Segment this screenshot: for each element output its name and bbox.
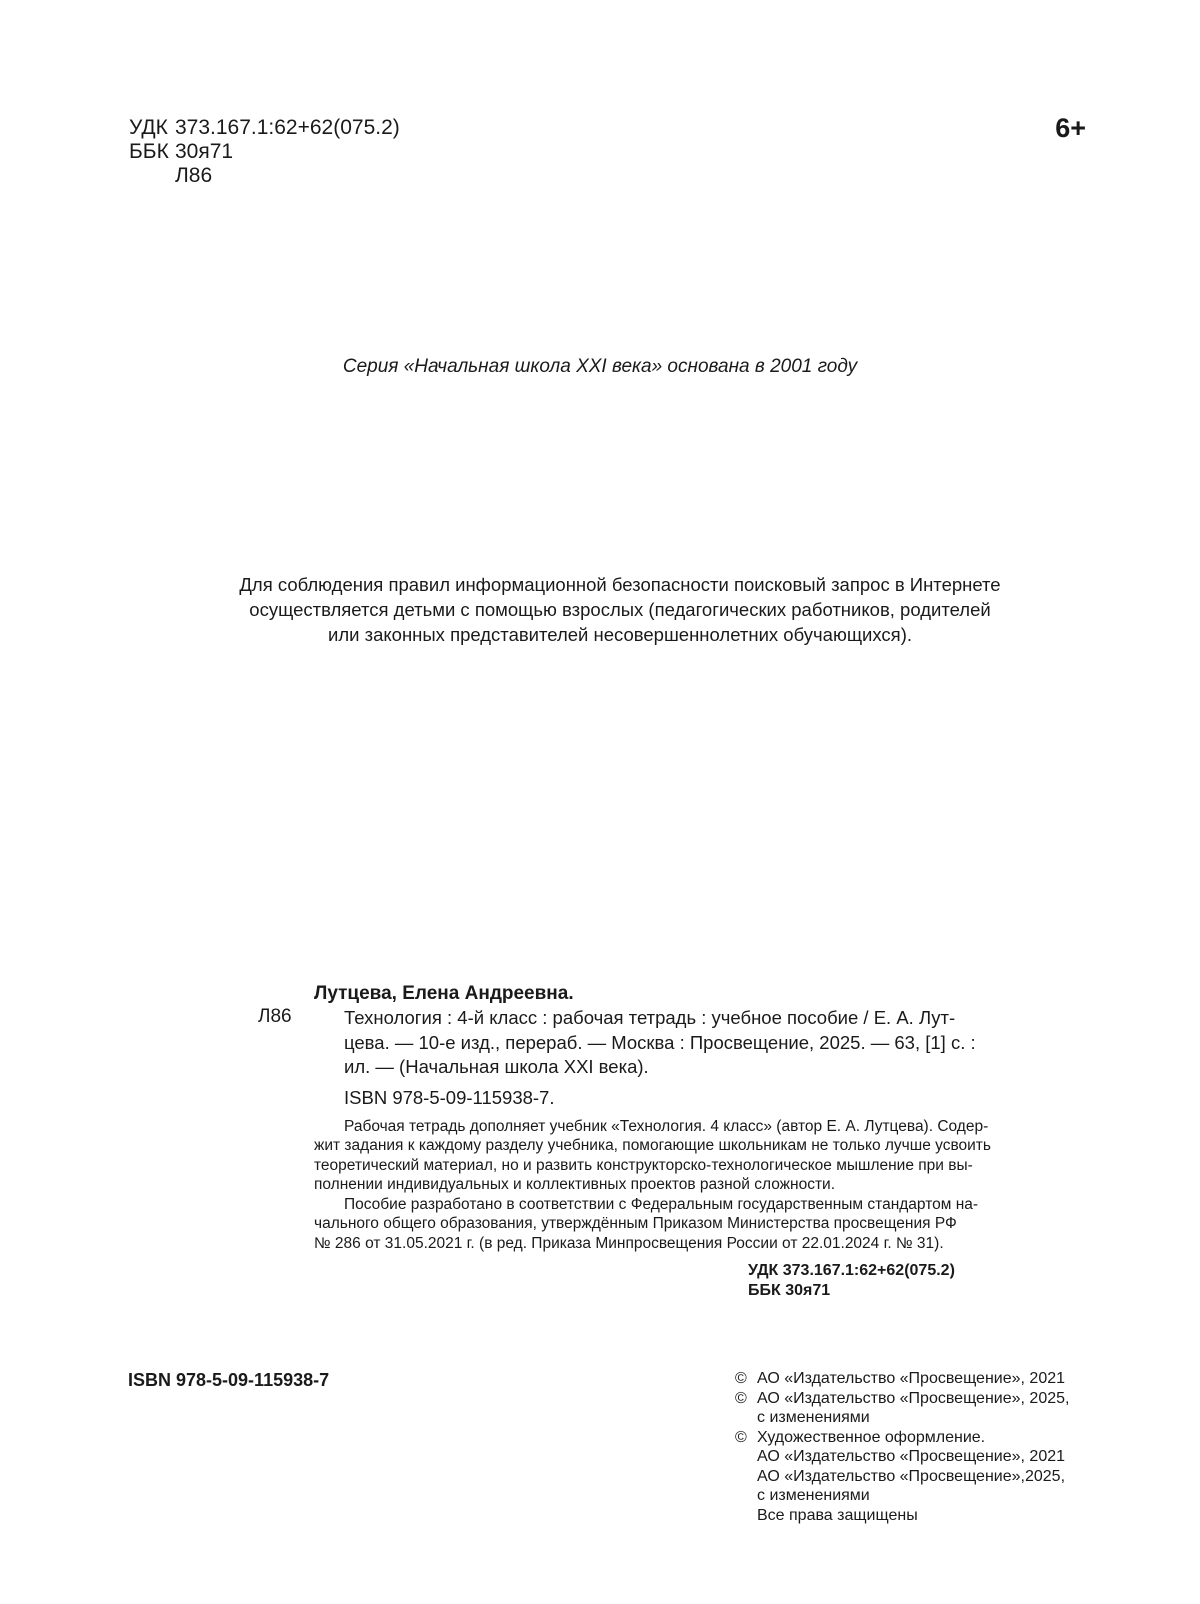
copyright-icon: © xyxy=(735,1389,747,1407)
card-udk: УДК 373.167.1:62+62(075.2) xyxy=(748,1262,955,1279)
copyright-item xyxy=(735,1428,1069,1448)
safety-notice-line: Для соблюдения правил информационной безопасности поисковый запрос в Интернете xyxy=(239,574,1001,595)
description-line: цева. — 10-е изд., перераб. — Москва : Просвещение, 2025. — 63, [1] с. : xyxy=(344,1031,976,1053)
annotation-line: Пособие разработано в соответствии с Федеральным государственным стандартом на- xyxy=(344,1195,979,1213)
classification-codes xyxy=(129,116,400,188)
bbk-value: 30я71 xyxy=(175,140,234,163)
copyright-item xyxy=(735,1369,1069,1389)
copyright-icon: © xyxy=(735,1428,747,1446)
copyright-block xyxy=(735,1369,1069,1525)
safety-notice-line: или законных представителей несовершеннолетних обучающихся). xyxy=(327,624,912,645)
card-description xyxy=(314,1006,1014,1080)
annotation-line: полнении индивидуальных и коллективных проектов разной сложности. xyxy=(314,1176,836,1193)
annotation-line: жит задания к каждому разделу учебника, помогающие школьникам не только лучше усвоить xyxy=(314,1137,991,1154)
card-isbn: ISBN 978-5-09-115938-7. xyxy=(344,1086,555,1108)
copyright-item xyxy=(735,1389,1069,1409)
udk-label: УДК xyxy=(129,116,168,139)
description-line: ил. — (Начальная школа XXI века). xyxy=(344,1056,649,1077)
safety-notice-line: осуществляется детьми с помощью взрослых (педагогических работников, родителей xyxy=(249,599,991,620)
card-class-codes xyxy=(314,1261,1014,1301)
copyright-text: с изменениями xyxy=(757,1487,870,1504)
rights-reserved: Все права защищены xyxy=(757,1506,918,1524)
bbk-row xyxy=(129,140,400,164)
annotation-line: теоретический материал, но и развить конструкторско-технологическое мышление при вы- xyxy=(314,1156,973,1174)
annotation-line: чального общего образования, утверждённым Приказом Министерства просвещения РФ xyxy=(314,1215,957,1232)
annotation-line: Рабочая тетрадь дополняет учебник «Технология. 4 класс» (автор Е. А. Лутцева). Содер- xyxy=(344,1117,989,1135)
card-author: Лутцева, Елена Андреевна. xyxy=(314,983,574,1004)
copyright-text: АО «Издательство «Просвещение», 2021 xyxy=(757,1370,1066,1387)
author-code: Л86 xyxy=(175,164,213,187)
series-note: Серия «Начальная школа XXI века» основана в 2001 году xyxy=(342,356,858,377)
isbn-footer: ISBN 978-5-09-115938-7 xyxy=(128,1370,330,1390)
description-line: Технология : 4-й класс : рабочая тетрадь : учебное пособие / Е. А. Лут- xyxy=(344,1007,956,1028)
catalog-card xyxy=(314,981,1014,1301)
copyright-text: АО «Издательство «Просвещение», 2021 xyxy=(757,1448,1066,1465)
card-bbk: ББК 30я71 xyxy=(748,1282,831,1299)
card-annotation xyxy=(314,1117,1014,1254)
copyright-text: АО «Издательство «Просвещение»,2025, xyxy=(757,1467,1066,1485)
copyright-icon: © xyxy=(735,1370,747,1387)
udk-value: 373.167.1:62+62(075.2) xyxy=(175,116,400,139)
annotation-line: № 286 от 31.05.2021 г. (в ред. Приказа Минпросвещения России от 22.01.2024 г. № 31). xyxy=(314,1234,944,1252)
catalog-card-code: Л86 xyxy=(258,1006,292,1027)
udk-row xyxy=(129,116,400,140)
copyright-text: с изменениями xyxy=(757,1409,870,1426)
age-rating: 6+ xyxy=(1055,113,1086,143)
bbk-label: ББК xyxy=(129,140,169,163)
safety-notice xyxy=(200,572,1040,647)
copyright-text: Художественное оформление. xyxy=(757,1428,986,1446)
copyright-text: АО «Издательство «Просвещение», 2025, xyxy=(757,1389,1070,1407)
